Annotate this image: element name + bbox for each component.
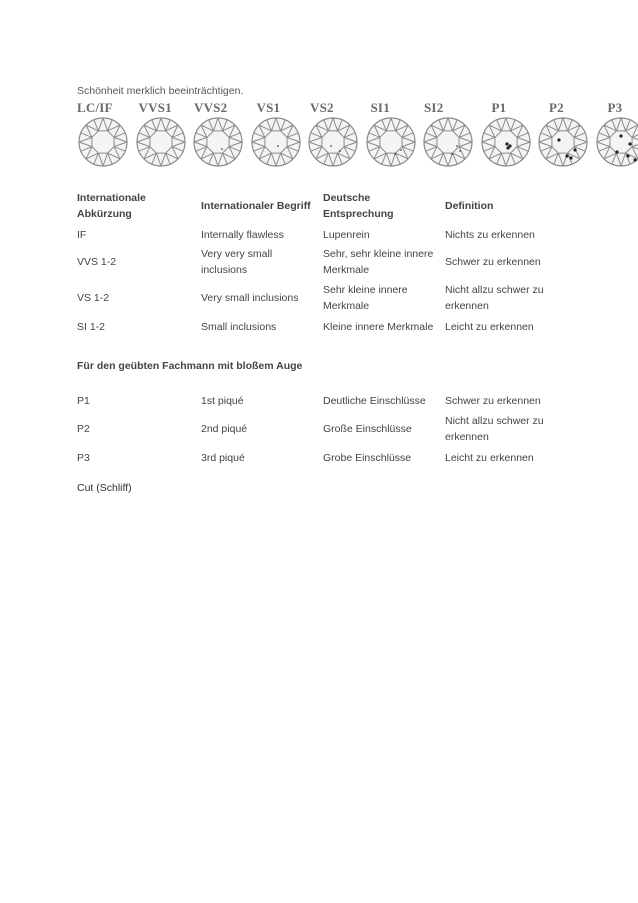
cell-definition: Schwer zu erkennen	[445, 256, 541, 268]
cell-term: Small inclusions	[201, 321, 277, 333]
cell-definition: Nicht allzu schwer zu erkennen	[445, 415, 544, 443]
cell-abbreviation: SI 1-2	[77, 321, 106, 333]
cell-abbreviation: IF	[77, 229, 87, 241]
diamond-icon	[77, 116, 129, 168]
cell-abbreviation: P1	[77, 395, 90, 407]
cell-term: Very small inclusions	[201, 292, 299, 304]
clarity-grade-chart	[77, 100, 638, 170]
grade-label-p1: P1	[491, 100, 507, 115]
cell-definition: Schwer zu erkennen	[445, 395, 541, 407]
table-row	[77, 447, 567, 469]
grade-label-si2: SI2	[424, 100, 444, 115]
cell-abbreviation: VVS 1-2	[77, 256, 117, 268]
cell-term: 1st piqué	[201, 395, 244, 407]
diamond-icon	[595, 116, 638, 168]
cell-definition: Leicht zu erkennen	[445, 452, 534, 464]
cell-german: Lupenrein	[323, 229, 370, 241]
cell-term: 2nd piqué	[201, 423, 248, 435]
diamond-icon	[192, 116, 244, 168]
table-row	[77, 226, 567, 244]
diamond-icon	[250, 116, 302, 168]
grade-label-p3: P3	[607, 100, 623, 115]
grade-label-p2: P2	[549, 100, 564, 115]
cell-abbreviation: VS 1-2	[77, 292, 110, 304]
grade-label-vs2: VS2	[310, 100, 334, 115]
diamond-icon	[537, 116, 589, 168]
diamond-icon	[135, 116, 187, 168]
cell-german: Sehr kleine innere Merkmale	[323, 284, 408, 312]
intro-text: Schönheit merklich beeinträchtigen.	[77, 85, 244, 97]
section-heading: Für den geübten Fachmann mit bloßem Auge	[77, 360, 303, 372]
diamond-icon	[422, 116, 474, 168]
cell-term: 3rd piqué	[201, 452, 245, 464]
table-header-row	[77, 186, 567, 226]
cell-german: Grobe Einschlüsse	[323, 452, 412, 464]
diamond-icon	[365, 116, 417, 168]
cell-definition: Leicht zu erkennen	[445, 321, 534, 333]
header-international-term: Internationaler Begriff	[201, 200, 311, 212]
header-german-equivalent: Deutsche Entsprechung	[323, 192, 394, 220]
table-row	[77, 280, 567, 316]
cell-definition: Nichts zu erkennen	[445, 229, 535, 241]
clarity-table	[77, 186, 567, 338]
grade-label-lcif: LC/IF	[77, 100, 113, 115]
cell-german: Sehr, sehr kleine innere Merkmale	[323, 248, 434, 276]
cell-term: Very very small inclusions	[201, 248, 273, 276]
cell-abbreviation: P2	[77, 423, 90, 435]
grade-label-vs1: VS1	[256, 100, 281, 115]
table-row	[77, 411, 567, 447]
table-row	[77, 391, 567, 411]
header-abbreviation: Internationale Abkürzung	[77, 192, 146, 220]
table-row	[77, 244, 567, 280]
cell-term: Internally flawless	[201, 229, 284, 241]
grade-label-vvs1: VVS1	[138, 100, 172, 115]
header-definition: Definition	[445, 200, 494, 212]
cell-abbreviation: P3	[77, 452, 90, 464]
cell-german: Deutliche Einschlüsse	[323, 395, 426, 407]
cell-german: Kleine innere Merkmale	[323, 321, 434, 333]
diamond-icon	[480, 116, 532, 168]
diamond-icon	[307, 116, 359, 168]
cell-definition: Nicht allzu schwer zu erkennen	[445, 284, 544, 312]
piqué-table	[77, 391, 567, 469]
cut-heading: Cut (Schliff)	[77, 482, 132, 494]
grade-label-vvs2: VVS2	[194, 100, 228, 115]
table-row	[77, 316, 567, 338]
grade-label-si1: SI1	[370, 100, 390, 115]
cell-german: Große Einschlüsse	[323, 423, 412, 435]
